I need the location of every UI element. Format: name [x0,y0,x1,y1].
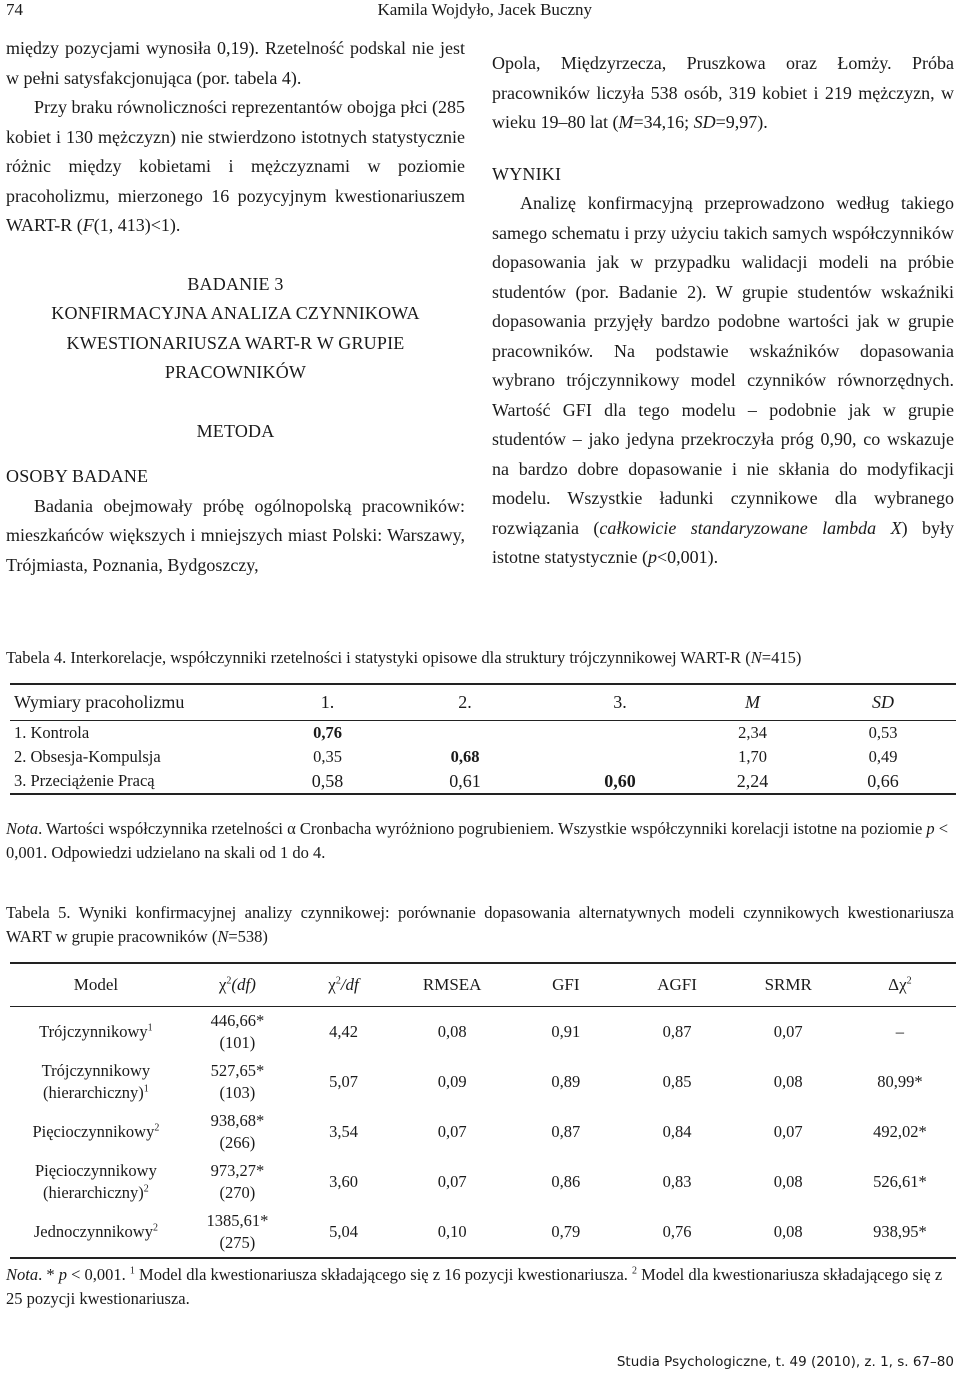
left-paragraph-1: między pozycjami wynosiła 0,19). Rzetelność podskal nie jest w pełni satysfakcjonująca (por. tabela 4). [6,38,465,88]
table5-cell: 0,85 [662,1072,692,1091]
table4-cell [545,721,695,746]
table5-cell: – [895,1022,905,1041]
results-text: Analizę konfirmacyjną przeprowadzono według takiego samego schematu i przy użyciu takich samych współczynników dopasowania jak w przypadku walidacji modeli na próbie studentów (por. Badanie 2). W grupie studentów wskaźniki dopasowania przyjęły bardzo podobne wartości jak w grupie pracowników. Na podstawie wskaźników dopasowania wybrano trójczynnikowy model czynników równorzędnych. Wartość GFI dla tego modelu – podobnie jak w grupie studentów – jako jedyna przekroczyła próg 0,90, co wskazuje na bardzo dobre dopasowanie i nie skłania do modyfikacji modelu. Wszystkie ładunki czynnikowe dla wybranego rozwiązania (całkowicie standaryzowane lambda X) były istotne statystycznie (p<0,001). [492,193,954,567]
table5-cell: 0,91 [551,1022,581,1041]
table5-cell: 0,89 [551,1072,581,1091]
table5-header-chi2df: $\chi^2/df$ [293,963,394,1007]
table4-cell: 0,58 [270,769,385,794]
table4-cell: 0,61 [385,769,545,794]
table5-model: Trójczynnikowy (hierarchiczny)$^1$ [41,1061,151,1102]
table5-chi2: 527,65* (103) [210,1061,265,1102]
table5-header-agfi: AGFI [621,963,732,1007]
table5-header-dchi: $\Delta\chi^2$ [844,963,956,1007]
study-title-line-2: KWESTIONARIUSZA WART-R W GRUPIE [66,332,405,353]
table-row [10,1007,956,1058]
table5-model: Jednoczynnikowy$^2$ [10,1207,182,1258]
table5-header-model: Model [10,963,182,1007]
study-title-line-1: KONFIRMACYJNA ANALIZA CZYNNIKOWA [51,303,420,323]
table4-cell: 0,68 [450,747,480,766]
table4 [10,683,956,795]
table5-cell: 0,83 [662,1172,692,1191]
table5-cell: 3,54 [329,1122,358,1141]
study-title-line-3: PRACOWNIKÓW [164,362,307,382]
table4-row-label: 2. Obsesja-Kompulsja [14,747,161,766]
table4-header-cell: 2. [385,684,545,721]
table-row [10,745,956,769]
page-number: 74 [6,0,23,19]
method-heading: METODA [196,420,275,441]
participants-text: Badania obejmowały próbę ogólnopolską pracowników: mieszkańców większych i mniejszych miast Polski: Warszawy, Trójmiasta, Poznania, Bydgoszczy, [6,495,465,575]
table5-cell: 0,79 [510,1207,621,1258]
table5-cell: 5,07 [329,1072,358,1091]
right-column [492,49,954,573]
table5-model: Pięcioczynnikowy (hierarchiczny)$^2$ [34,1161,157,1202]
table4-header-cell: M [745,692,760,712]
table4-caption: Tabela 4. Interkorelacje, współczynniki rzetelności i statystyki opisowe dla struktury trójczynnikowej WART-R (N=415) [6,648,802,667]
left-column [6,34,465,580]
table5-header-rmsea: RMSEA [394,963,510,1007]
table5-cell: 526,61* [873,1172,927,1191]
table5-chi2: 446,66* (101) [210,1011,265,1052]
table4-header-row [10,684,956,721]
left-paragraph-2: Przy braku równoliczności reprezentantów obojga płci (285 kobiet i 130 mężczyzn) nie stwierdzono istotnych statystycznie różnic między kobietami i mężczyznami w poziomie pracoholizmu, mierzonego 16 pozycyjnym kwestionariuszem WART-R (F(1, 413)<1). [6,97,465,235]
table4-header-cell: 1. [270,684,385,721]
table5-cell: 0,07 [437,1122,467,1141]
table4-cell: 0,53 [868,723,898,742]
table5-cell: 0,07 [437,1172,467,1191]
table4-header-cell: SD [872,692,894,712]
table5-cell: 0,08 [437,1022,467,1041]
table5-cell: 4,42 [329,1022,358,1041]
results-heading: WYNIKI [492,163,562,184]
table4-note: Nota. Wartości współczynnika rzetelności α Cronbacha wyróżniono pogrubieniem. Wszystkie współczynniki korelacji istotne na poziomie p < 0,001. Odpowiedzi udzielano na skali od 1 do 4. [6,819,949,862]
table4-cell: 2,24 [695,769,810,794]
running-header-authors: Kamila Wojdyło, Jacek Buczny [377,0,592,19]
table5-cell: 0,10 [394,1207,510,1258]
table4-cell: 0,35 [313,747,342,766]
table-row [10,1107,956,1157]
table5-header-srmr: SRMR [733,963,844,1007]
table4-cell [385,721,545,746]
table5-cell: 0,08 [773,1172,803,1191]
table5-cell: 0,07 [773,1022,803,1041]
table5-header-gfi: GFI [510,963,621,1007]
table5-model: Trójczynnikowy$^1$ [39,1022,153,1041]
table5-header-row [10,963,956,1007]
table4-cell: 1,70 [738,747,767,766]
table5-cell: 0,87 [662,1022,692,1041]
table5-cell: 0,08 [773,1072,803,1091]
table5-cell: 492,02* [873,1122,927,1141]
table4-cell [545,745,695,769]
table4-cell: 0,60 [545,769,695,794]
table5-cell: 80,99* [877,1072,923,1091]
table5-cell: 3,60 [329,1172,358,1191]
table-row [10,1057,956,1107]
table5-chi2: 973,27* (270) [210,1161,265,1202]
table5-model: Pięcioczynnikowy$^2$ [32,1122,160,1141]
table5 [10,962,956,1259]
table5-header-chi2: $\chi^2(df)$ [182,963,293,1007]
table-row [10,769,956,794]
table-row [10,1157,956,1207]
table4-cell: 0,49 [868,747,898,766]
journal-citation: Studia Psychologiczne, t. 49 (2010), z. 1, s. 67–80 [616,1354,954,1370]
table5-cell: 938,95* [844,1207,956,1258]
table-row [10,721,956,746]
table5-cell: 0,09 [437,1072,467,1091]
right-paragraph-1: Opola, Międzyrzecza, Pruszkowa oraz Łomży. Próba pracowników liczyła 538 osób, 319 kobiet i 219 mężczyzn, w wieku 19–80 lat (M=34,16; SD=9,97). [492,53,954,132]
table5-note: Nota. * p < 0,001. $^1$ Model dla kwestionariusza składającego się z 16 pozycji kwestionariusza. $^2$ Model dla kwestionariusza składającego się z 25 pozycji kwestionariusza. [6,1265,943,1308]
table4-cell: 2,34 [738,723,767,742]
table5-cell: 5,04 [293,1207,394,1258]
table5-cell: 0,84 [662,1122,692,1141]
table4-row-label: 1. Kontrola [14,723,90,742]
table5-cell: 0,08 [733,1207,844,1258]
table5-cell: 0,07 [773,1122,803,1141]
table4-header-cell: Wymiary pracoholizmu [10,684,270,721]
table4-cell: 0,76 [313,723,342,742]
table5-chi2: 938,68* (266) [210,1111,265,1152]
table5-cell: 0,86 [551,1172,581,1191]
table5-chi2: 1385,61* (275) [182,1207,293,1258]
study-heading: BADANIE 3 [187,273,284,294]
table4-header-cell: 3. [545,684,695,721]
table-row [10,1207,956,1258]
table4-row-label: 3. Przeciążenie Pracą [10,769,270,794]
table5-cell: 0,76 [621,1207,732,1258]
table5-caption: Tabela 5. Wyniki konfirmacyjnej analizy czynnikowej: porównanie dopasowania alternatywnych modeli czynnikowych kwestionariusza WART w grupie pracowników (N=538) [6,903,954,946]
table4-cell: 0,66 [810,769,956,794]
participants-heading: OSOBY BADANE [6,466,149,486]
table5-cell: 0,87 [551,1122,581,1141]
